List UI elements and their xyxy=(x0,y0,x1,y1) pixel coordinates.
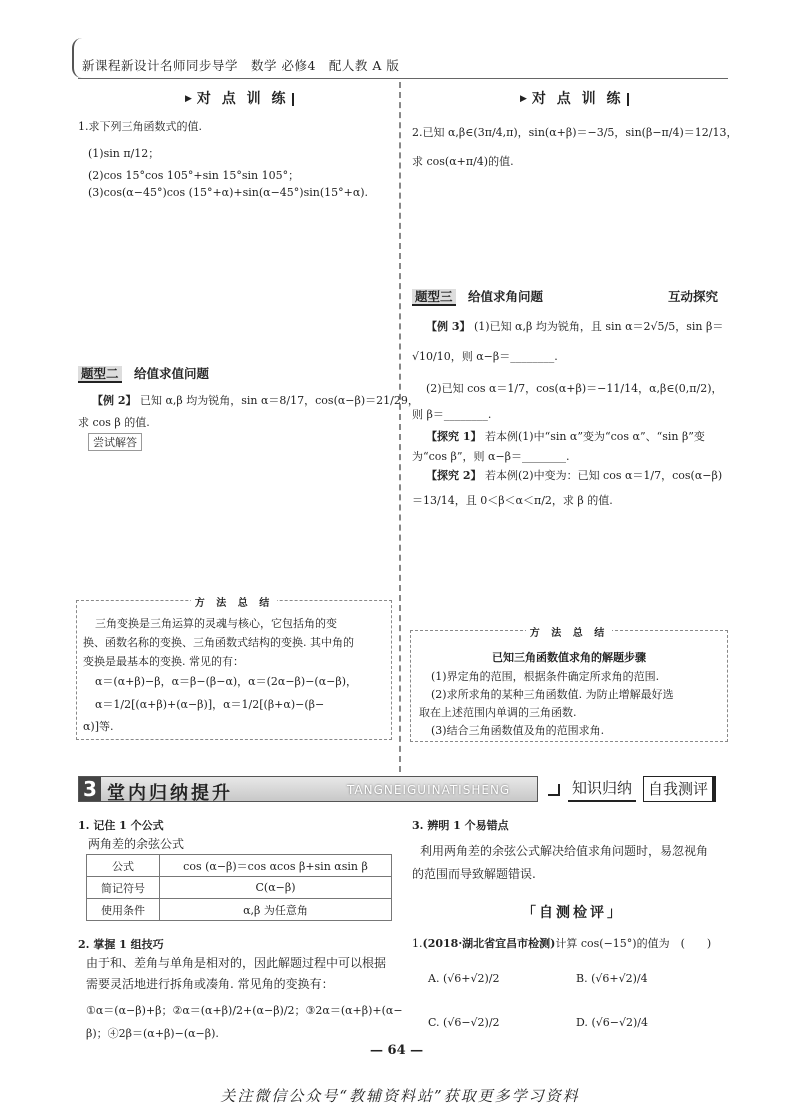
distinguish-title: 3. 辨明 1 个易错点 xyxy=(412,819,509,832)
ex3-line1: 【例 3】 (1)已知 α,β 均为锐角，且 sin α＝2√5/5，sin β＝ xyxy=(426,320,724,333)
explore2-line1: 【探究 2】 若本例(2)中变为：已知 cos α＝1/7，cos(α−β) xyxy=(426,469,723,482)
option-d[interactable]: D. (√6−√2)/4 xyxy=(576,1016,648,1029)
recall-title: 1. 记住 1 个公式 xyxy=(78,819,164,832)
summary-left-l4: α＝(α+β)−β，α＝β−(β−α)，α＝(2α−β)−(α−β)， xyxy=(95,675,358,688)
bottom-note: 关注微信公众号“教辅资料站”获取更多学习资料 xyxy=(220,1087,580,1105)
type3-heading: 题型三 给值求角问题 xyxy=(412,287,543,305)
table-row: 公式 cos (α−β)＝cos αcos β+sin αsin β xyxy=(87,855,392,877)
banner-number: 3 xyxy=(79,777,101,801)
master-l3: ①α＝(α−β)+β；②α＝(α+β)/2+(α−β)/2；③2α＝(α+β)+(α− xyxy=(86,1004,403,1017)
summary-right-s2: (2)求所求角的某种三角函数值. 为防止增解最好选 xyxy=(431,688,674,701)
test-question: 1.(2018·湖北省宜昌市检测)计算 cos(−15°)的值为 ( ) xyxy=(412,937,712,950)
banner-bar xyxy=(78,776,538,802)
ex2-line2: 求 cos β 的值. xyxy=(78,416,150,429)
explore1-line2: 为“cos β”，则 α−β＝________. xyxy=(412,450,570,463)
banner-title: 堂内归纳提升 xyxy=(107,783,233,804)
ex3-line3: (2)已知 cos α＝1/7，cos(α+β)＝−11/14，α,β∈(0,π/2)， xyxy=(426,382,723,395)
summary-right-s2b: 取在上述范围内单调的三角函数. xyxy=(419,706,577,719)
summary-left-title: 方 法 总 结 xyxy=(77,594,391,609)
page-header: 新课程新设计名师同步导学 数学 必修4 配人教 A 版 xyxy=(82,58,400,73)
formula-table xyxy=(86,854,392,921)
distinguish-l2: 的范围而导致解题错误. xyxy=(412,867,536,881)
option-b[interactable]: B. (√6+√2)/4 xyxy=(576,972,648,985)
self-test-title: 「自测检评」 xyxy=(522,905,624,921)
banner-english: TANGNEIGUINATISHENG xyxy=(347,783,511,797)
type2-heading: 题型二 给值求值问题 xyxy=(78,364,209,382)
table-row: 简记符号 C(α−β) xyxy=(87,877,392,899)
ex3-line4: 则 β＝________. xyxy=(412,408,492,421)
ex2-line1: 【例 2】 已知 α,β 均为锐角，sin α＝8/17，cos(α−β)＝21/29， xyxy=(92,394,419,407)
summary-right-heading: 已知三角函数值求角的解题步骤 xyxy=(492,651,646,664)
summary-left-l6: α)]等. xyxy=(83,720,114,733)
q1-part1: (1)sin π/12； xyxy=(88,147,160,160)
ex3-line2: √10/10，则 α−β＝________. xyxy=(412,350,558,363)
q2-line1: 2.已知 α,β∈(3π/4,π)，sin(α+β)＝−3/5，sin(β−π/4)＝12/13， xyxy=(412,126,738,139)
option-c[interactable]: C. (√6−√2)/2 xyxy=(428,1016,500,1029)
type3-right-label: 互动探究 xyxy=(668,289,719,304)
q1-part2: (2)cos 15°cos 105°+sin 15°sin 105°； xyxy=(88,169,300,182)
recall-sub: 两角差的余弦公式 xyxy=(88,837,185,851)
master-l2: 需要灵活地进行拆角或凑角. 常见角的变换有： xyxy=(86,977,334,991)
option-a[interactable]: A. (√6+√2)/2 xyxy=(428,972,500,985)
q1-part3: (3)cos(α−45°)cos (15°+α)+sin(α−45°)sin(15°+α). xyxy=(88,186,369,199)
master-l4: β)；④2β＝(α+β)−(α−β). xyxy=(86,1027,219,1040)
summary-left-l3: 变换是最基本的变换. 常见的有： xyxy=(83,655,244,668)
explore1-line1: 【探究 1】 若本例(1)中“sin α”变为“cos α”、“sin β”变 xyxy=(426,430,705,443)
tag-self-test: 自我测评 xyxy=(643,776,716,802)
summary-right-title: 方 法 总 结 xyxy=(411,624,727,639)
distinguish-l1: 利用两角差的余弦公式解决给值求角问题时，易忽视角 xyxy=(420,844,709,858)
section-banner xyxy=(78,776,728,802)
header-rule xyxy=(78,78,728,79)
summary-left-l1: 三角变换是三角运算的灵魂与核心，它包括角的变 xyxy=(95,617,337,630)
master-l1: 由于和、差角与单角是相对的，因此解题过程中可以根据 xyxy=(86,956,387,970)
summary-left-l2: 换、函数名称的变换、三角函数式结构的变换. 其中角的 xyxy=(83,636,354,649)
left-training-tag: ▶ 对 点 训 练 xyxy=(185,88,294,108)
corner-icon xyxy=(548,784,560,796)
triangle-icon: ▶ xyxy=(520,94,530,104)
summary-right-s1: (1)界定角的范围，根据条件确定所求角的范围. xyxy=(431,670,660,683)
tag-knowledge: 知识归纳 xyxy=(568,776,636,802)
column-divider xyxy=(399,82,401,772)
method-summary-right xyxy=(410,630,728,742)
q2-line2: 求 cos(α+π/4)的值. xyxy=(412,155,514,168)
page-number: — 64 — xyxy=(370,1043,424,1058)
master-title: 2. 掌握 1 组技巧 xyxy=(78,938,164,951)
summary-right-s3: (3)结合三角函数值及角的范围求角. xyxy=(431,724,605,737)
q1-title: 1.求下列三角函数式的值. xyxy=(78,120,202,133)
triangle-icon: ▶ xyxy=(185,94,195,104)
table-row: 使用条件 α,β 为任意角 xyxy=(87,899,392,921)
summary-left-l5: α＝1/2[(α+β)+(α−β)]，α＝1/2[(β+α)−(β− xyxy=(95,698,325,711)
right-training-tag: ▶ 对 点 训 练 xyxy=(520,88,629,108)
explore2-line2: ＝13/14，且 0＜β＜α＜π/2，求 β 的值. xyxy=(412,494,613,507)
method-summary-left xyxy=(76,600,392,740)
try-answer-label: 尝试解答 xyxy=(88,433,142,451)
